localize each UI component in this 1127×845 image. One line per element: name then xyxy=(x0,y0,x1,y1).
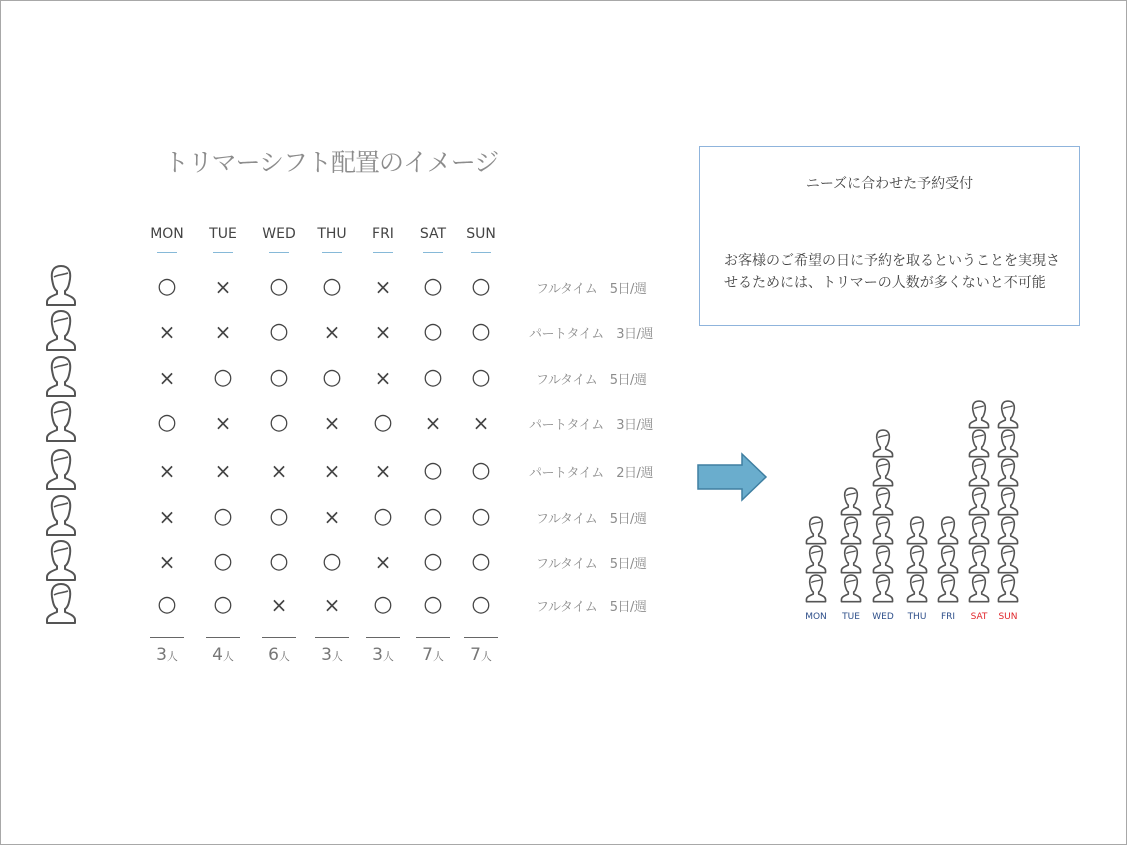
staff-person-icon xyxy=(44,263,78,307)
available-mark: ○ xyxy=(269,410,289,435)
available-mark: ○ xyxy=(471,365,491,390)
demand-person-icon xyxy=(996,515,1020,545)
day-underline xyxy=(373,252,393,253)
available-mark: ○ xyxy=(373,410,393,435)
unavailable-mark: × xyxy=(270,593,288,617)
unavailable-mark: × xyxy=(214,320,232,344)
available-mark: ○ xyxy=(423,549,443,574)
total-underline xyxy=(262,637,296,638)
available-mark: ○ xyxy=(269,504,289,529)
available-mark: ○ xyxy=(471,592,491,617)
demand-person-icon xyxy=(967,457,991,487)
total-underline xyxy=(464,637,498,638)
available-mark: ○ xyxy=(423,319,443,344)
day-underline xyxy=(157,252,177,253)
available-mark: ○ xyxy=(157,274,177,299)
demand-person-icon xyxy=(905,544,929,574)
day-header-wed: WED xyxy=(262,226,296,242)
day-header-mon: MON xyxy=(150,226,184,242)
day-underline xyxy=(269,252,289,253)
demand-person-icon xyxy=(839,486,863,516)
day-total: 3人 xyxy=(372,645,394,665)
unavailable-mark: × xyxy=(214,411,232,435)
staff-person-icon xyxy=(44,354,78,398)
row-label: フルタイム 5日/週 xyxy=(536,282,647,297)
demand-day-label-wed: WED xyxy=(872,612,894,622)
available-mark: ○ xyxy=(471,319,491,344)
available-mark: ○ xyxy=(322,365,342,390)
demand-day-label-sun: SUN xyxy=(998,612,1018,622)
day-total: 7人 xyxy=(470,645,492,665)
staff-person-icon xyxy=(44,493,78,537)
staff-person-icon xyxy=(44,581,78,625)
demand-person-icon xyxy=(871,573,895,603)
available-mark: ○ xyxy=(213,549,233,574)
day-underline xyxy=(213,252,233,253)
total-underline xyxy=(150,637,184,638)
staff-person-icon xyxy=(44,538,78,582)
unavailable-mark: × xyxy=(374,459,392,483)
row-label: パートタイム 2日/週 xyxy=(529,466,653,481)
unavailable-mark: × xyxy=(158,320,176,344)
demand-person-icon xyxy=(967,486,991,516)
available-mark: ○ xyxy=(269,549,289,574)
day-header-fri: FRI xyxy=(372,226,394,242)
available-mark: ○ xyxy=(269,365,289,390)
unavailable-mark: × xyxy=(374,275,392,299)
demand-person-icon xyxy=(905,515,929,545)
slide-title: トリマーシフト配置のイメージ xyxy=(164,148,499,177)
staff-person-icon xyxy=(44,447,78,491)
demand-person-icon xyxy=(871,544,895,574)
available-mark: ○ xyxy=(471,549,491,574)
available-mark: ○ xyxy=(423,592,443,617)
demand-person-icon xyxy=(936,544,960,574)
total-underline xyxy=(206,637,240,638)
demand-person-icon xyxy=(871,486,895,516)
day-underline xyxy=(322,252,342,253)
row-label: フルタイム 5日/週 xyxy=(536,557,647,572)
row-label: フルタイム 5日/週 xyxy=(536,512,647,527)
total-underline xyxy=(416,637,450,638)
demand-person-icon xyxy=(871,457,895,487)
unavailable-mark: × xyxy=(323,459,341,483)
unavailable-mark: × xyxy=(374,320,392,344)
total-underline xyxy=(366,637,400,638)
demand-person-icon xyxy=(839,573,863,603)
right-arrow-icon xyxy=(696,452,768,502)
unavailable-mark: × xyxy=(270,459,288,483)
needs-box-title: ニーズに合わせた予約受付 xyxy=(805,176,974,192)
available-mark: ○ xyxy=(423,458,443,483)
demand-day-label-thu: THU xyxy=(907,612,927,622)
available-mark: ○ xyxy=(471,274,491,299)
unavailable-mark: × xyxy=(374,366,392,390)
staff-person-icon xyxy=(44,308,78,352)
day-header-sun: SUN xyxy=(466,226,496,242)
unavailable-mark: × xyxy=(323,505,341,529)
unavailable-mark: × xyxy=(214,459,232,483)
day-header-tue: TUE xyxy=(209,226,237,242)
day-underline xyxy=(471,252,491,253)
demand-person-icon xyxy=(839,544,863,574)
demand-person-icon xyxy=(996,457,1020,487)
demand-person-icon xyxy=(996,486,1020,516)
demand-person-icon xyxy=(967,399,991,429)
row-label: パートタイム 3日/週 xyxy=(529,418,653,433)
demand-person-icon xyxy=(871,515,895,545)
unavailable-mark: × xyxy=(374,550,392,574)
unavailable-mark: × xyxy=(158,550,176,574)
demand-person-icon xyxy=(936,573,960,603)
day-total: 6人 xyxy=(268,645,290,665)
staff-person-icon xyxy=(44,399,78,443)
unavailable-mark: × xyxy=(158,459,176,483)
demand-person-icon xyxy=(839,515,863,545)
demand-person-icon xyxy=(967,573,991,603)
unavailable-mark: × xyxy=(472,411,490,435)
available-mark: ○ xyxy=(213,592,233,617)
demand-person-icon xyxy=(804,515,828,545)
demand-day-label-fri: FRI xyxy=(940,612,956,622)
demand-person-icon xyxy=(996,428,1020,458)
available-mark: ○ xyxy=(471,458,491,483)
available-mark: ○ xyxy=(213,504,233,529)
demand-day-label-sat: SAT xyxy=(970,612,988,622)
day-total: 3人 xyxy=(156,645,178,665)
demand-person-icon xyxy=(996,399,1020,429)
demand-person-icon xyxy=(996,573,1020,603)
day-underline xyxy=(423,252,443,253)
available-mark: ○ xyxy=(423,365,443,390)
demand-person-icon xyxy=(871,428,895,458)
demand-person-icon xyxy=(967,544,991,574)
available-mark: ○ xyxy=(157,410,177,435)
unavailable-mark: × xyxy=(424,411,442,435)
available-mark: ○ xyxy=(322,549,342,574)
available-mark: ○ xyxy=(269,319,289,344)
day-header-thu: THU xyxy=(317,226,347,242)
unavailable-mark: × xyxy=(158,505,176,529)
available-mark: ○ xyxy=(373,504,393,529)
demand-day-label-mon: MON xyxy=(805,612,827,622)
day-total: 4人 xyxy=(212,645,234,665)
row-label: フルタイム 5日/週 xyxy=(536,373,647,388)
demand-person-icon xyxy=(905,573,929,603)
day-header-sat: SAT xyxy=(419,226,447,242)
unavailable-mark: × xyxy=(323,320,341,344)
needs-box-body: お客様のご希望の日に予約を取るということを実現させるためには、トリマーの人数が多くないと不可能 xyxy=(724,253,1060,291)
demand-day-label-tue: TUE xyxy=(842,612,860,622)
available-mark: ○ xyxy=(471,504,491,529)
available-mark: ○ xyxy=(373,592,393,617)
needs-box xyxy=(699,146,1080,326)
row-label: フルタイム 5日/週 xyxy=(536,600,647,615)
available-mark: ○ xyxy=(322,274,342,299)
available-mark: ○ xyxy=(423,504,443,529)
row-label: パートタイム 3日/週 xyxy=(529,327,653,342)
day-total: 7人 xyxy=(422,645,444,665)
available-mark: ○ xyxy=(157,592,177,617)
unavailable-mark: × xyxy=(158,366,176,390)
available-mark: ○ xyxy=(213,365,233,390)
demand-person-icon xyxy=(967,515,991,545)
available-mark: ○ xyxy=(423,274,443,299)
unavailable-mark: × xyxy=(323,593,341,617)
available-mark: ○ xyxy=(269,274,289,299)
demand-person-icon xyxy=(967,428,991,458)
day-total: 3人 xyxy=(321,645,343,665)
demand-person-icon xyxy=(804,573,828,603)
demand-person-icon xyxy=(936,515,960,545)
total-underline xyxy=(315,637,349,638)
unavailable-mark: × xyxy=(214,275,232,299)
demand-person-icon xyxy=(996,544,1020,574)
demand-person-icon xyxy=(804,544,828,574)
unavailable-mark: × xyxy=(323,411,341,435)
